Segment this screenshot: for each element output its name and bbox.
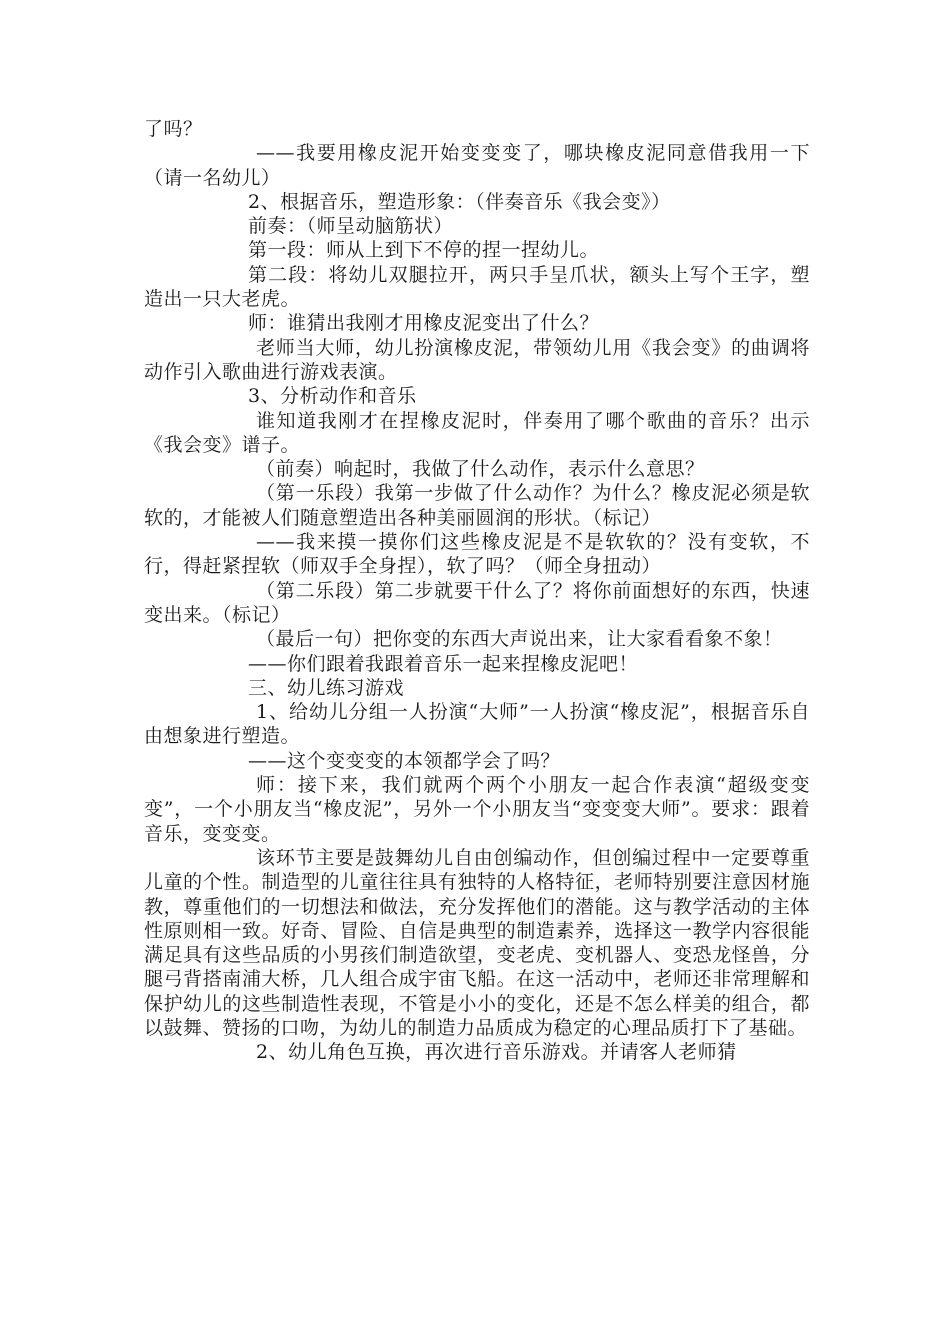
paragraph-9: 3、分析动作和音乐 — [248, 385, 417, 408]
paragraph-20: 师：接下来，我们就两个两个小朋友一起合作表演“超级变变变”，一个小朋友当“橡皮泥”，另外一个小朋友当“变变变大师”。要求：跟着音乐，变变变。 — [144, 774, 810, 845]
paragraph-4: 前奏：（师呈动脑筋状） — [248, 215, 454, 238]
paragraph-5: 第一段：师从上到下不停的捏一捏幼儿。 — [248, 239, 600, 262]
paragraph-13: ——我来摸一摸你们这些橡皮泥是不是软软的？没有变软，不行，得赶紧捏软（师双手全身捏），软了吗？（师全身扭动） — [144, 531, 810, 578]
paragraph-8: 老师当大师，幼儿扮演橡皮泥，带领幼儿用《我会变》的曲调将动作引入歌曲进行游戏表演。 — [144, 336, 810, 383]
paragraph-19: ——这个变变变的本领都学会了吗？ — [248, 749, 561, 772]
paragraph-11: （前奏）响起时，我做了什么动作，表示什么意思？ — [256, 458, 705, 481]
paragraph-10: 谁知道我刚才在捏橡皮泥时，伴奏用了哪个歌曲的音乐？出示《我会变》谱子。 — [144, 409, 810, 456]
paragraph-6: 第二段：将幼儿双腿拉开，两只手呈爪状，额头上写个王字，塑造出一只大老虎。 — [144, 263, 810, 311]
paragraph-1: 了吗？ — [144, 118, 203, 140]
paragraph-14: （第二乐段）第二步就要干什么了？将你前面想好的东西，快速变出来。（标记） — [144, 579, 810, 626]
paragraph-22: 2、幼儿角色互换，再次进行音乐游戏。并请客人老师猜 — [256, 1041, 737, 1064]
paragraph-3: 2、根据音乐，塑造形象：（伴奏音乐《我会变》） — [248, 190, 671, 213]
paragraph-17: 三、幼儿练习游戏 — [248, 676, 405, 699]
paragraph-12: （第一乐段）我第一步做了什么动作？为什么？橡皮泥必须是软软的，才能被人们随意塑造出各种美丽圆润的形状。（标记） — [144, 482, 810, 529]
document-page — [144, 117, 810, 1065]
paragraph-2: ——我要用橡皮泥开始变变变了，哪块橡皮泥同意借我用一下（请一名幼儿） — [144, 142, 810, 189]
paragraph-18: 1、给幼儿分组一人扮演“大师”一人扮演“橡皮泥”，根据音乐自由想象进行塑造。 — [144, 701, 810, 748]
paragraph-16: ——你们跟着我跟着音乐一起来捏橡皮泥吧！ — [248, 652, 639, 675]
paragraph-15: （最后一句）把你变的东西大声说出来，让大家看看象不象！ — [256, 628, 783, 651]
paragraph-21: 该环节主要是鼓舞幼儿自由创编动作，但创编过程中一定要尊重儿童的个性。制造型的儿童往往具有独特的人格特征，老师特别要注意因材施教，尊重他们的一切想法和做法，充分发挥他们的潜能。这与教学活动的主体性原则相一致。好奇、冒险、自信是典型的制造素养，选择这一教学内容很能满足具有这些品质的小男孩们制造欲望，变老虎、变机器人、变恐龙怪兽，分腿弓背搭南浦大桥，几人组合成宇宙飞船。在这一活动中，老师还非常理解和保护幼儿的这些制造性表现，不管是小小的变化，还是不怎么样美的组合，都以鼓舞、赞扬的口吻，为幼儿的制造力品质成为稳定的心理品质打下了基础。 — [144, 846, 810, 1039]
paragraph-7: 师：谁猜出我刚才用橡皮泥变出了什么？ — [248, 312, 600, 335]
